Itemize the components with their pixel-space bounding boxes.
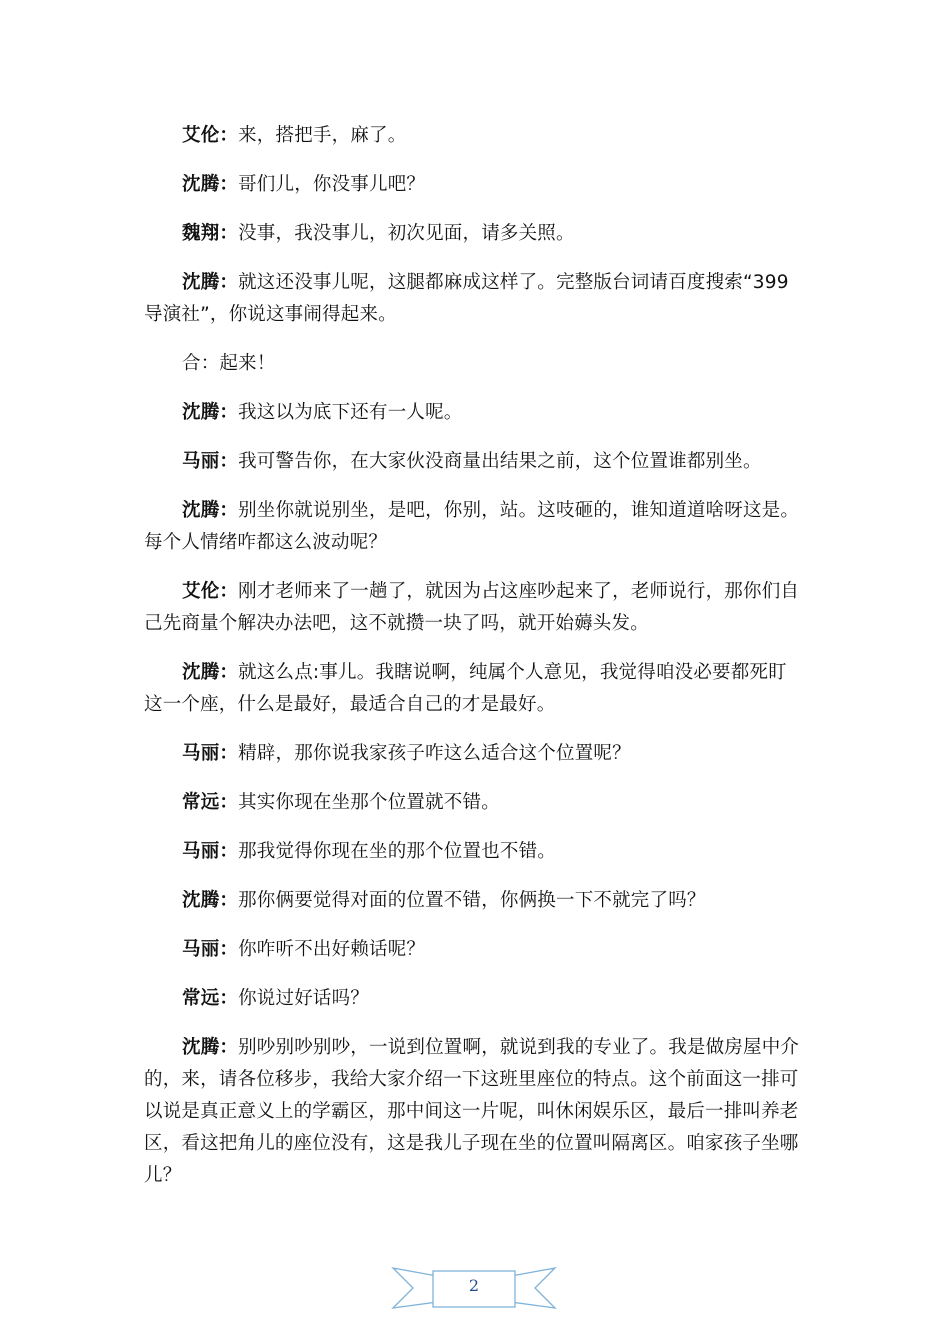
speaker-colon: ： [219, 743, 239, 764]
dialogue-line [144, 576, 804, 640]
speaker-name: 常远 [182, 988, 220, 1009]
dialogue-line [144, 169, 804, 201]
line-text: 我这以为底下还有一人呢。 [238, 402, 463, 423]
speaker-colon: ： [219, 402, 239, 423]
dialogue-line [144, 983, 804, 1015]
speaker-name: 沈腾 [182, 402, 220, 423]
speaker-name: 马丽 [182, 451, 220, 472]
line-text: 精辟，那你说我家孩子咋这么适合这个位置呢？ [238, 743, 631, 764]
line-text: 就这么点:事儿。我瞎说啊，纯属个人意见，我觉得咱没必要都死盯这一个座，什么是最好，最适合自己的才是最好。 [144, 662, 787, 715]
line-text: 别吵别吵别吵，一说到位置啊，就说到我的专业了。我是做房屋中介的，来，请各位移步，我给大家介绍一下这班里座位的特点。这个前面这一排可以说是真正意义上的学霸区，那中间这一片呢，叫休闲娱乐区，最后一排叫养老区，看这把角儿的座位没有，这是我儿子现在坐的位置叫隔离区。咱家孩子坐哪儿？ [144, 1037, 800, 1186]
speaker-colon: ： [219, 792, 239, 813]
speaker-colon: ： [219, 988, 239, 1009]
speaker-colon: ： [219, 841, 239, 862]
line-text: 你说过好话吗？ [238, 988, 370, 1009]
line-text: 那我觉得你现在坐的那个位置也不错。 [238, 841, 557, 862]
speaker-name: 沈腾 [182, 500, 220, 521]
dialogue-line [144, 348, 804, 380]
line-text: 那你俩要觉得对面的位置不错，你俩换一下不就完了吗？ [238, 890, 706, 911]
dialogue-line [144, 657, 804, 721]
speaker-name: 魏翔 [182, 223, 220, 244]
speaker-colon: ： [219, 662, 239, 683]
dialogue-line [144, 1032, 804, 1192]
speaker-colon: ： [219, 890, 239, 911]
line-text: 就这还没事儿呢，这腿都麻成这样了。完整版台词请百度搜索“399 导演社”，你说这事闹得起来。 [144, 272, 789, 325]
speaker-name: 艾伦 [182, 125, 220, 146]
dialogue-line [144, 787, 804, 819]
dialogue-line [144, 495, 804, 559]
line-text: 来，搭把手，麻了。 [238, 125, 407, 146]
speaker-colon: ： [219, 451, 239, 472]
page-number: 2 [468, 1276, 480, 1295]
line-text: 我可警告你，在大家伙没商量出结果之前，这个位置谁都别坐。 [238, 451, 762, 472]
speaker-name: 艾伦 [182, 581, 220, 602]
speaker-colon: ： [219, 500, 239, 521]
speaker-name: 沈腾 [182, 662, 220, 683]
speaker-name: 马丽 [182, 841, 220, 862]
dialogue-line [144, 836, 804, 868]
speaker-colon: ： [219, 125, 239, 146]
speaker-colon: ： [219, 174, 239, 195]
dialogue-line [144, 934, 804, 966]
line-text: 没事，我没事儿，初次见面，请多关照。 [238, 223, 575, 244]
speaker-colon: ： [219, 272, 239, 293]
dialogue-line [144, 885, 804, 917]
dialogue-line [144, 218, 804, 250]
speaker-colon: ： [219, 1037, 239, 1058]
line-text: 你咋听不出好赖话呢？ [238, 939, 426, 960]
speaker-name: 马丽 [182, 743, 220, 764]
dialogue-line [144, 446, 804, 478]
line-text: 别坐你就说别坐，是吧，你别，站。这吱砸的，谁知道道啥呀这是。每个人情绪咋都这么波动呢？ [144, 500, 800, 553]
dialogue-line [144, 738, 804, 770]
dialogue-body [144, 120, 804, 1209]
dialogue-line [144, 397, 804, 429]
speaker-colon: ： [219, 581, 239, 602]
speaker-name: 马丽 [182, 939, 220, 960]
dialogue-line [144, 120, 804, 152]
speaker-name: 沈腾 [182, 890, 220, 911]
line-text: 合：起来！ [182, 353, 276, 374]
page-footer [391, 1262, 557, 1314]
speaker-name: 沈腾 [182, 272, 220, 293]
speaker-name: 沈腾 [182, 174, 220, 195]
line-text: 其实你现在坐那个位置就不错。 [238, 792, 500, 813]
line-text: 刚才老师来了一趟了，就因为占这座吵起来了，老师说行，那你们自己先商量个解决办法吧，这不就攒一块了吗，就开始薅头发。 [144, 581, 800, 634]
line-text: 哥们儿，你没事儿吧？ [238, 174, 426, 195]
speaker-colon: ： [219, 939, 239, 960]
speaker-colon: ： [219, 223, 239, 244]
dialogue-line [144, 267, 804, 331]
speaker-name: 常远 [182, 792, 220, 813]
speaker-name: 沈腾 [182, 1037, 220, 1058]
